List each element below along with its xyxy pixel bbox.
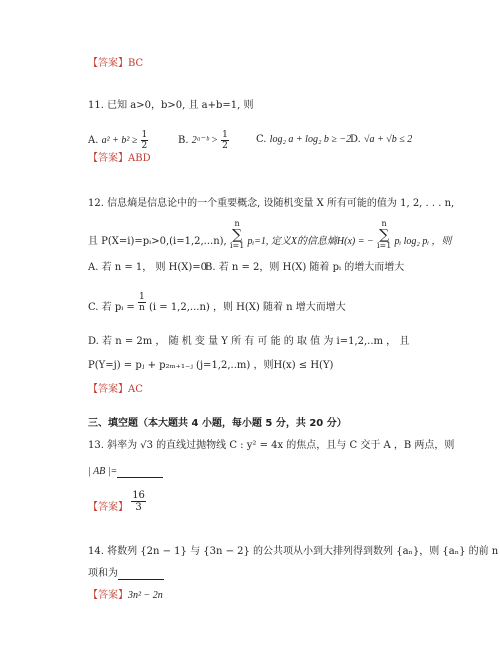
q13-stem: 13. 斜率为 √3 的直线过抛物线 C : y² = 4x 的焦点，且与 C 交于 A ，B 两点，则	[88, 440, 455, 451]
option-label: A.	[88, 135, 99, 146]
q11-answer	[88, 153, 151, 165]
q11-option-c	[256, 134, 351, 146]
option-expr: √a + √b ≤ 2	[364, 134, 413, 145]
q11-option-b	[178, 130, 229, 151]
answer-value: AC	[128, 384, 143, 395]
blank-prefix: | AB |=	[88, 466, 118, 477]
q12-option-d-line2: P(Y=j) = pⱼ + p₂ₘ₊₁₋ⱼ (j=1,2,..m) ，则H(x) ≤ H(Y)	[88, 360, 334, 371]
q12-stem-line1: 12. 信息熵是信息论中的一个重要概念, 设随机变量 X 所有可能的值为 1, 2, . . . n,	[88, 198, 455, 209]
option-label: C.	[256, 134, 267, 145]
sum-bottom: i=1	[376, 241, 392, 250]
q14-stem-line2	[88, 568, 164, 580]
option-part: (i = 1,2,...n) ，则 H(X) 随着 n 增大而增大	[148, 302, 346, 313]
frac-num: 1	[141, 130, 148, 140]
sum-bottom: i=1	[229, 241, 245, 250]
section-title: 三、填空题（本大题共 4 小题，每小题 5 分，共 20 分）	[88, 418, 347, 429]
q11-stem: 11. 已知 a>0，b>0, 且 a+b=1, 则	[88, 100, 254, 111]
q11-option-d	[350, 134, 412, 146]
answer-label: 【答案】	[88, 58, 128, 69]
stem-part: 项和为	[88, 568, 118, 579]
frac-num: 1	[139, 292, 145, 302]
fraction	[221, 130, 229, 151]
q13-blank-line	[88, 466, 163, 478]
stem-part: 且 P(X=i)=pᵢ>0,(i=1,2,...n),	[88, 235, 227, 247]
fraction	[141, 130, 149, 151]
frac-den: 2	[141, 141, 148, 151]
q14-stem-line1: 14. 将数列 {2n − 1} 与 {3n − 2} 的公共项从小到大排列得到数列 {aₙ}，则 {aₙ} 的前 n	[88, 546, 499, 557]
stem-part: pᵢ=1, 定义X的信息熵H(x) = −	[247, 235, 374, 247]
option-expr: 2ᵃ⁻ᵇ >	[191, 135, 218, 146]
answer-label: 【答案】	[88, 384, 128, 395]
answer-value: 3n² − 2n	[128, 590, 163, 601]
answer-fraction	[131, 490, 146, 513]
frac-den: 3	[135, 502, 142, 513]
option-label: B.	[178, 135, 189, 146]
frac-num: 1	[222, 130, 228, 140]
option-label: D.	[350, 134, 361, 145]
answer-blank	[118, 569, 164, 580]
sum-symbol: n ∑ i=1	[376, 219, 392, 250]
answer-label: 【答案】	[88, 502, 128, 513]
answer-label: 【答案】	[88, 153, 128, 164]
q12-option-d-line1: D. 若 n = 2m ， 随 机 变 量 Y 所 有 可 能 的 取 值 为 i=1,2,..m ， 且	[88, 336, 410, 347]
answer-blank	[117, 467, 163, 478]
fraction	[138, 292, 146, 313]
sum-symbol: n ∑ i=1	[229, 219, 245, 250]
option-expr: log₂ a + log₂ b ≥ −2	[269, 134, 352, 145]
q11-option-a	[88, 130, 148, 151]
q12-option-c	[88, 292, 346, 314]
answer-value: ABD	[128, 153, 151, 164]
q12-stem-line2	[88, 219, 452, 250]
option-part: C. 若 pᵢ =	[88, 302, 135, 313]
stem-part: pᵢ log₂ pᵢ ，则	[394, 235, 452, 247]
q12-option-a: A. 若 n = 1， 则 H(X)=0	[88, 262, 208, 273]
sum-top: n	[381, 219, 387, 228]
q12-answer	[88, 384, 143, 396]
option-expr: a² + b² ≥	[101, 135, 138, 146]
frac-num: 16	[132, 490, 145, 501]
q10-answer	[88, 58, 143, 70]
frac-den: n	[139, 303, 145, 313]
answer-label: 【答案】	[88, 590, 128, 601]
sum-top: n	[234, 219, 240, 228]
q14-answer	[88, 590, 163, 602]
q13-answer	[88, 490, 146, 514]
frac-den: 2	[222, 141, 228, 151]
q12-option-b: B. 若 n = 2，则 H(X) 随着 pᵢ 的增大而增大	[205, 262, 405, 273]
answer-value: BC	[128, 58, 144, 69]
